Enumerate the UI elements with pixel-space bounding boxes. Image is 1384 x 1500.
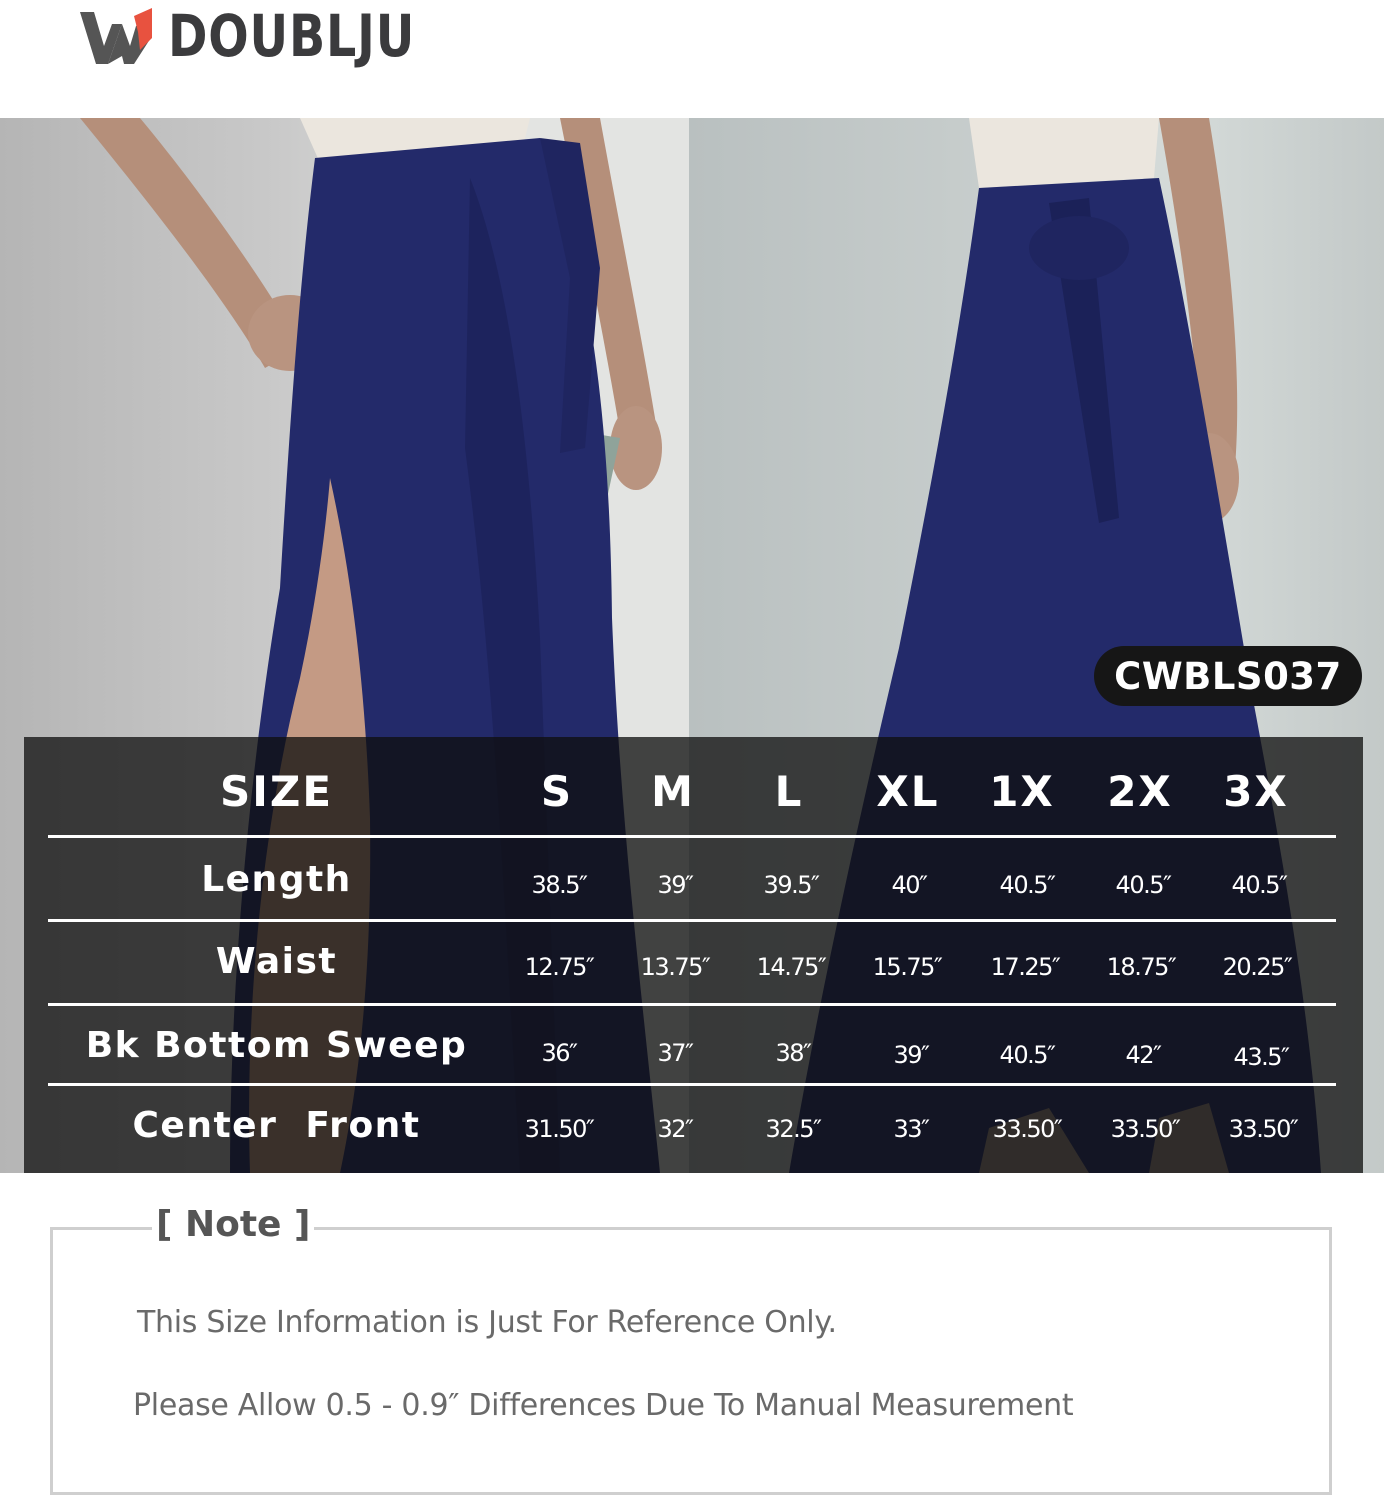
sweep-m: 37″ bbox=[657, 1039, 693, 1067]
table-divider bbox=[48, 919, 1336, 922]
size-chart-table bbox=[24, 737, 1363, 1173]
length-2x: 40.5″ bbox=[1115, 871, 1171, 899]
front-s: 31.50″ bbox=[524, 1115, 594, 1143]
waist-row bbox=[24, 941, 1363, 991]
center-front-label: Center Front bbox=[132, 1105, 421, 1146]
front-m: 32″ bbox=[657, 1115, 693, 1143]
length-l: 39.5″ bbox=[763, 871, 819, 899]
sweep-s: 36″ bbox=[541, 1039, 577, 1067]
front-xl: 33″ bbox=[893, 1115, 929, 1143]
brand-logo bbox=[78, 4, 469, 68]
size-s: S bbox=[540, 767, 574, 816]
table-divider bbox=[48, 1003, 1336, 1006]
table-divider bbox=[48, 1083, 1336, 1086]
sweep-1x: 40.5″ bbox=[999, 1041, 1055, 1069]
bottom-sweep-row bbox=[24, 1025, 1363, 1075]
front-3x: 33.50″ bbox=[1228, 1115, 1298, 1143]
note-title: [ Note ] bbox=[152, 1204, 314, 1245]
center-front-row bbox=[24, 1105, 1363, 1155]
waist-3x: 20.25″ bbox=[1222, 953, 1292, 981]
length-1x: 40.5″ bbox=[999, 871, 1055, 899]
length-xl: 40″ bbox=[891, 871, 927, 899]
sweep-2x: 42″ bbox=[1125, 1041, 1161, 1069]
front-1x: 33.50″ bbox=[992, 1115, 1062, 1143]
sweep-xl: 39″ bbox=[893, 1041, 929, 1069]
doublju-logo-icon bbox=[78, 6, 154, 66]
brand-name: DOUBLJU bbox=[168, 2, 416, 70]
size-l: L bbox=[774, 767, 804, 816]
size-2x: 2X bbox=[1107, 767, 1173, 816]
note-line-reference: This Size Information is Just For Reference Only. bbox=[137, 1305, 837, 1340]
bottom-sweep-label: Bk Bottom Sweep bbox=[85, 1025, 468, 1066]
style-code-badge: CWBLS037 bbox=[1094, 646, 1362, 706]
waist-1x: 17.25″ bbox=[990, 953, 1060, 981]
length-3x: 40.5″ bbox=[1231, 871, 1287, 899]
length-row bbox=[24, 859, 1363, 909]
sweep-l: 38″ bbox=[775, 1039, 811, 1067]
waist-l: 14.75″ bbox=[756, 953, 826, 981]
waist-2x: 18.75″ bbox=[1106, 953, 1176, 981]
front-2x: 33.50″ bbox=[1110, 1115, 1180, 1143]
waist-s: 12.75″ bbox=[524, 953, 594, 981]
length-label: Length bbox=[201, 859, 352, 900]
sweep-3x: 43.5″ bbox=[1233, 1043, 1289, 1071]
length-m: 39″ bbox=[657, 871, 693, 899]
size-m: M bbox=[651, 767, 695, 816]
size-header-row bbox=[24, 767, 1363, 827]
size-xl: XL bbox=[876, 767, 940, 816]
waist-m: 13.75″ bbox=[640, 953, 710, 981]
waist-xl: 15.75″ bbox=[872, 953, 942, 981]
waist-label: Waist bbox=[215, 941, 338, 982]
front-l: 32.5″ bbox=[765, 1115, 821, 1143]
size-1x: 1X bbox=[989, 767, 1055, 816]
length-s: 38.5″ bbox=[531, 871, 587, 899]
table-divider bbox=[48, 835, 1336, 838]
note-box bbox=[50, 1227, 1332, 1495]
size-header-label: SIZE bbox=[219, 767, 334, 816]
size-3x: 3X bbox=[1223, 767, 1289, 816]
note-line-measurement: Please Allow 0.5 - 0.9″ Differences Due To Manual Measurement bbox=[133, 1388, 1074, 1423]
